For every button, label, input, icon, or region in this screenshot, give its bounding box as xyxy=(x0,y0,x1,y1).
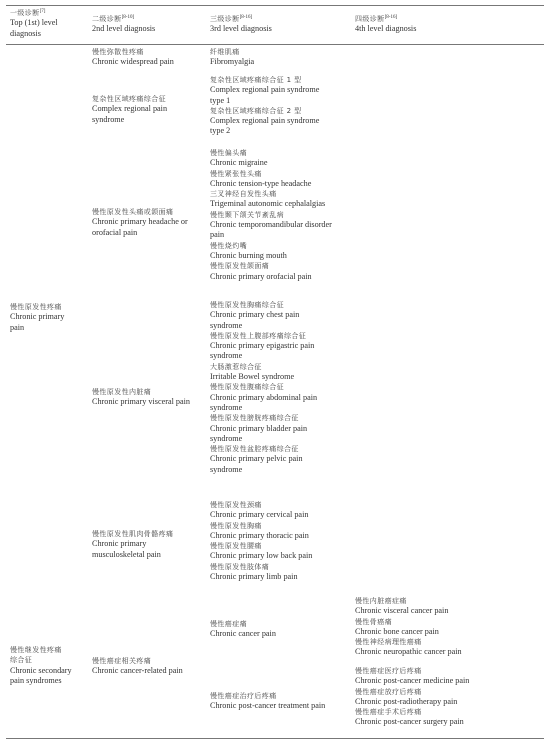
top-rule xyxy=(6,5,544,6)
header-col1: 一级诊断[7] Top (1st) level diagnosis xyxy=(10,9,58,38)
l3-headache: 慢性偏头痛 Chronic migraine 慢性紧张性头痛 Chronic tension-type headache 三叉神经自发性头痛 Trigeminal autonomic cephalalgias 慢性颞下颌关节紊乱病 Chronic temporomandibular disorder pain 慢性烧灼嘴 Chronic burning mouth 慢性原发性颌面痛 Chronic primary orofacial pain xyxy=(210,149,332,281)
l2-visceral: 慢性原发性内脏痛 Chronic primary visceral pain xyxy=(92,388,190,407)
header-col4: 四级诊断[8-16] 4th level diagnosis xyxy=(355,15,417,34)
header-rule xyxy=(6,44,544,45)
l3-msk: 慢性原发性颈痛 Chronic primary cervical pain 慢性原发性胸痛 Chronic primary thoracic pain 慢性原发性腰痛 Chronic primary low back pain 慢性原发性肢体痛 Chronic primary limb pain xyxy=(210,501,313,582)
l2-widespread: 慢性弥散性疼痛 Chronic widespread pain xyxy=(92,48,174,67)
l3-fibromyalgia: 纤维肌痛 Fibromyalgia xyxy=(210,48,255,67)
l3-visceral: 慢性原发性胸痛综合征 Chronic primary chest pain syndrome 慢性原发性上腹部疼痛综合征 Chronic primary epigastric pain syndrome 大肠激惹综合征 Irritable Bowel syndrome 慢性原发性腹痛综合征 Chronic primary abdominal pain syndrome 慢性原发性膀胱疼痛综合征 Chronic primary bladder pain syndrome 慢性原发性盆腔疼痛综合征 Chronic primary pelvic pain syndrome xyxy=(210,301,318,474)
l1-primary: 慢性原发性疼痛 Chronic primary pain xyxy=(10,303,65,332)
header-col2: 二级诊断[8-10] 2nd level diagnosis xyxy=(92,15,156,34)
l2-cancer: 慢性癌症相关疼痛 Chronic cancer-related pain xyxy=(92,657,183,676)
header-col3: 三级诊断[8-16] 3rd level diagnosis xyxy=(210,15,272,34)
bottom-rule xyxy=(6,738,544,739)
l4-cancer: 慢性内脏癌症痛 Chronic visceral cancer pain 慢性骨癌痛 Chronic bone cancer pain 慢性神经病理性癌痛 Chronic neuropathic cancer pain xyxy=(355,597,462,657)
l2-headache: 慢性原发性头痛或颌面痛 Chronic primary headache or orofacial pain xyxy=(92,208,188,237)
l3-post-cancer: 慢性癌症治疗后疼痛 Chronic post-cancer treatment pain xyxy=(210,692,326,711)
l2-crps: 复杂性区域疼痛综合征 Complex regional pain syndrome xyxy=(92,95,168,124)
l1-secondary: 慢性继发性疼痛 综合征 Chronic secondary pain syndromes xyxy=(10,646,72,685)
l3-cancer-pain: 慢性癌症痛 Chronic cancer pain xyxy=(210,620,276,639)
l2-msk: 慢性原发性肌肉骨骼疼痛 Chronic primary musculoskeletal pain xyxy=(92,530,174,559)
l4-post-cancer: 慢性癌症医疗后疼痛 Chronic post-cancer medicine pain 慢性癌症放疗后疼痛 Chronic post-radiotherapy pain 慢性癌症手术后疼痛 Chronic post-cancer surgery pain xyxy=(355,667,470,727)
l3-crps: 复杂性区域疼痛综合征 1 型 Complex regional pain syndrome type 1 复杂性区域疼痛综合征 2 型 Complex regional pain syndrome type 2 xyxy=(210,76,320,136)
